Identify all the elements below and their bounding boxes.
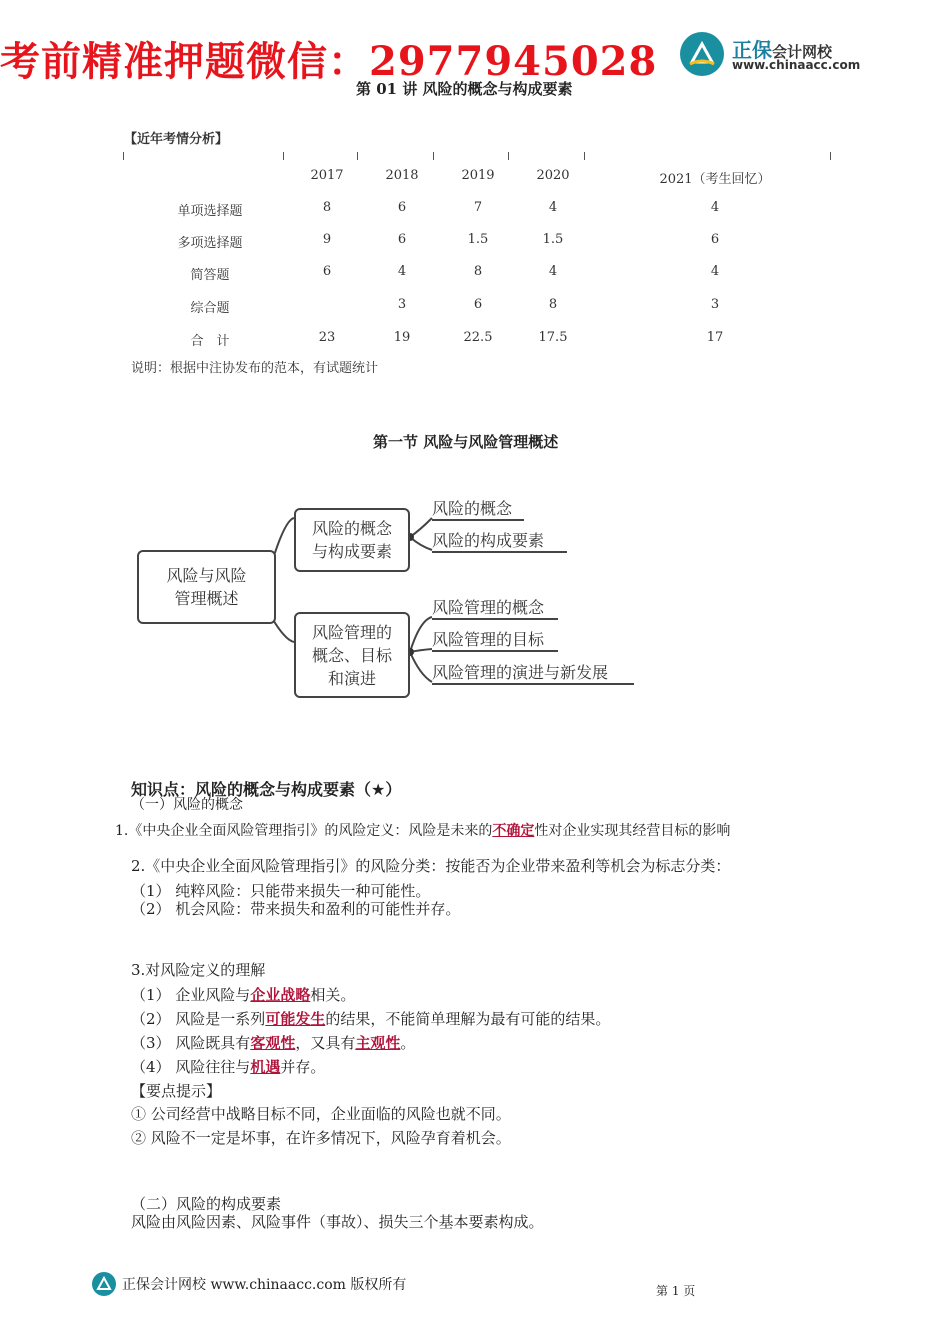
- item3-3-keyword1: 客观性: [250, 1034, 296, 1052]
- knowledge-sub1: [131, 797, 311, 813]
- item3-2-pre: （2） 风险是一系列: [131, 1010, 266, 1028]
- item3-3-post: 。: [400, 1034, 416, 1052]
- knowledge-item2: 2.《中央企业全面风险管理指引》的风险分类：按能否为企业带来盈利等机会为标志分类：: [131, 857, 731, 875]
- footer-page: [656, 1284, 696, 1298]
- mindmap-branch: 风险的概念 与构成要素: [294, 508, 410, 572]
- table-year-header: 2019: [461, 168, 495, 183]
- watermark-text: 考前精准押题微信：2977945028: [0, 38, 658, 85]
- item3-1-pre: （1） 企业风险与: [131, 986, 251, 1004]
- col-divider: [508, 152, 509, 160]
- knowledge-sub1-text: （一）风险的概念: [131, 797, 243, 813]
- knowledge-item3-2: [131, 1008, 610, 1029]
- item1-pre: 1.《中央企业全面风险管理指引》的风险定义：风险是未来的: [115, 823, 493, 839]
- item3-2-keyword: 可能发生: [265, 1010, 326, 1028]
- table-cell: 6: [322, 264, 332, 279]
- table-cell: 4: [710, 200, 720, 215]
- table-cell: 22.5: [463, 330, 493, 345]
- footer-page-text: 第 1 页: [656, 1284, 696, 1298]
- table-year-header: 2020: [536, 168, 570, 183]
- lecture-title-text: 第 01 讲 风险的概念与构成要素: [356, 80, 573, 98]
- knowledge-item2-1: （1） 纯粹风险：只能带来损失一种可能性。: [131, 882, 431, 900]
- knowledge-title: 知识点：风险的概念与构成要素（★）: [131, 780, 402, 799]
- mindmap-leaf: 风险管理的概念: [432, 595, 558, 620]
- item3-3-pre: （3） 风险既具有: [131, 1034, 251, 1052]
- exam-table-note: [131, 361, 551, 376]
- table-cell: 17.5: [538, 330, 568, 345]
- table-row-label: 简答题: [190, 268, 230, 283]
- exam-table-heading: [124, 132, 284, 147]
- table-row-label: 单项选择题: [177, 204, 243, 219]
- table-cell: 4: [548, 264, 558, 279]
- brand-name-main: 正保: [732, 38, 772, 62]
- col-divider: [283, 152, 284, 160]
- item3-4-keyword: 机遇: [250, 1058, 281, 1076]
- knowledge-item2-2: [131, 900, 491, 918]
- item3-3-keyword2: 主观性: [355, 1034, 401, 1052]
- table-cell: 6: [397, 232, 407, 247]
- item1-keyword: 不确定: [492, 823, 535, 839]
- mindmap-leaf: 风险的构成要素: [432, 528, 567, 553]
- item1-post: 性对企业实现其经营目标的影响: [534, 823, 731, 839]
- section-title: [373, 433, 603, 451]
- table-cell: 9: [322, 232, 332, 247]
- mindmap-leaf: 风险管理的演进与新发展: [432, 660, 634, 685]
- table-row-label: 多项选择题: [177, 236, 243, 251]
- table-cell: 6: [397, 200, 407, 215]
- knowledge-sub2-line-text: 风险由风险因素、风险事件（事故）、损失三个基本要素构成。: [131, 1213, 544, 1231]
- table-cell: 1.5: [542, 232, 564, 247]
- tip-item: ② 风险不一定是坏事，在许多情况下，风险孕育着机会。: [131, 1129, 511, 1147]
- table-cell: 1.5: [467, 232, 489, 247]
- table-year-header: 2017: [310, 168, 344, 183]
- table-cell: 4: [548, 200, 558, 215]
- table-cell: 23: [318, 330, 336, 345]
- exam-table-top-border: [123, 152, 831, 160]
- table-cell: 3: [710, 297, 720, 312]
- footer-copyright: 正保会计网校 www.chinaacc.com 版权所有: [122, 1277, 407, 1293]
- knowledge-item1: [115, 823, 855, 839]
- knowledge-item3-1: [131, 984, 355, 1005]
- knowledge-item3: 3.对风险定义的理解: [131, 961, 266, 979]
- item3-4-post: 并存。: [280, 1058, 326, 1076]
- footer-logo-icon: [92, 1272, 116, 1296]
- knowledge-sub2-line: [131, 1213, 591, 1231]
- brand-url: www.chinaacc.com: [732, 58, 861, 72]
- exam-table-note-text: 说明：根据中注协发布的范本，有试题统计: [131, 361, 379, 376]
- table-cell: 4: [710, 264, 720, 279]
- mindmap-branch: 风险管理的 概念、目标 和演进: [294, 612, 410, 698]
- mindmap-root: 风险与风险 管理概述: [137, 550, 276, 624]
- knowledge-item3-4: [131, 1056, 325, 1077]
- exam-table-heading-text: 【近年考情分析】: [124, 132, 229, 147]
- table-cell: 8: [473, 264, 483, 279]
- table-cell: 19: [393, 330, 411, 345]
- tip-item: ① 公司经营中战略目标不同，企业面临的风险也就不同。: [131, 1105, 511, 1123]
- knowledge-item2-2-text: （2） 机会风险：带来损失和盈利的可能性并存。: [131, 900, 461, 918]
- col-divider: [433, 152, 434, 160]
- table-cell: 7: [473, 200, 483, 215]
- item3-1-post: 相关。: [310, 986, 356, 1004]
- knowledge-sub2: （二）风险的构成要素: [131, 1195, 282, 1213]
- table-cell: 6: [473, 297, 483, 312]
- table-cell: [292, 297, 362, 312]
- col-divider: [584, 152, 585, 160]
- table-row-label: 合 计: [190, 334, 230, 349]
- table-cell: 6: [710, 232, 720, 247]
- item3-4-pre: （4） 风险往往与: [131, 1058, 251, 1076]
- table-cell: 8: [548, 297, 558, 312]
- table-year-header: 2018: [385, 168, 419, 183]
- item3-3-mid: ，又具有: [295, 1034, 356, 1052]
- tip-title: 【要点提示】: [131, 1082, 222, 1100]
- mindmap-leaf: 风险管理的目标: [432, 627, 558, 652]
- table-cell: 4: [397, 264, 407, 279]
- table-row-label: 综合题: [190, 301, 230, 316]
- brand-logo-icon: [680, 32, 724, 76]
- table-cell: 17: [706, 330, 724, 345]
- knowledge-item3-3: [131, 1032, 415, 1053]
- item3-1-keyword: 企业战略: [250, 986, 311, 1004]
- table-cell: 8: [322, 200, 332, 215]
- table-cell: 3: [397, 297, 407, 312]
- col-divider: [357, 152, 358, 160]
- section-title-text: 第一节 风险与风险管理概述: [373, 433, 559, 451]
- mindmap-leaf: 风险的概念: [432, 496, 524, 521]
- lecture-title: [356, 80, 616, 98]
- item3-2-post: 的结果，不能简单理解为最有可能的结果。: [325, 1010, 611, 1028]
- table-year-header: 2021（考生回忆）: [659, 172, 771, 187]
- brand-name-sub: 会计网校: [772, 43, 833, 61]
